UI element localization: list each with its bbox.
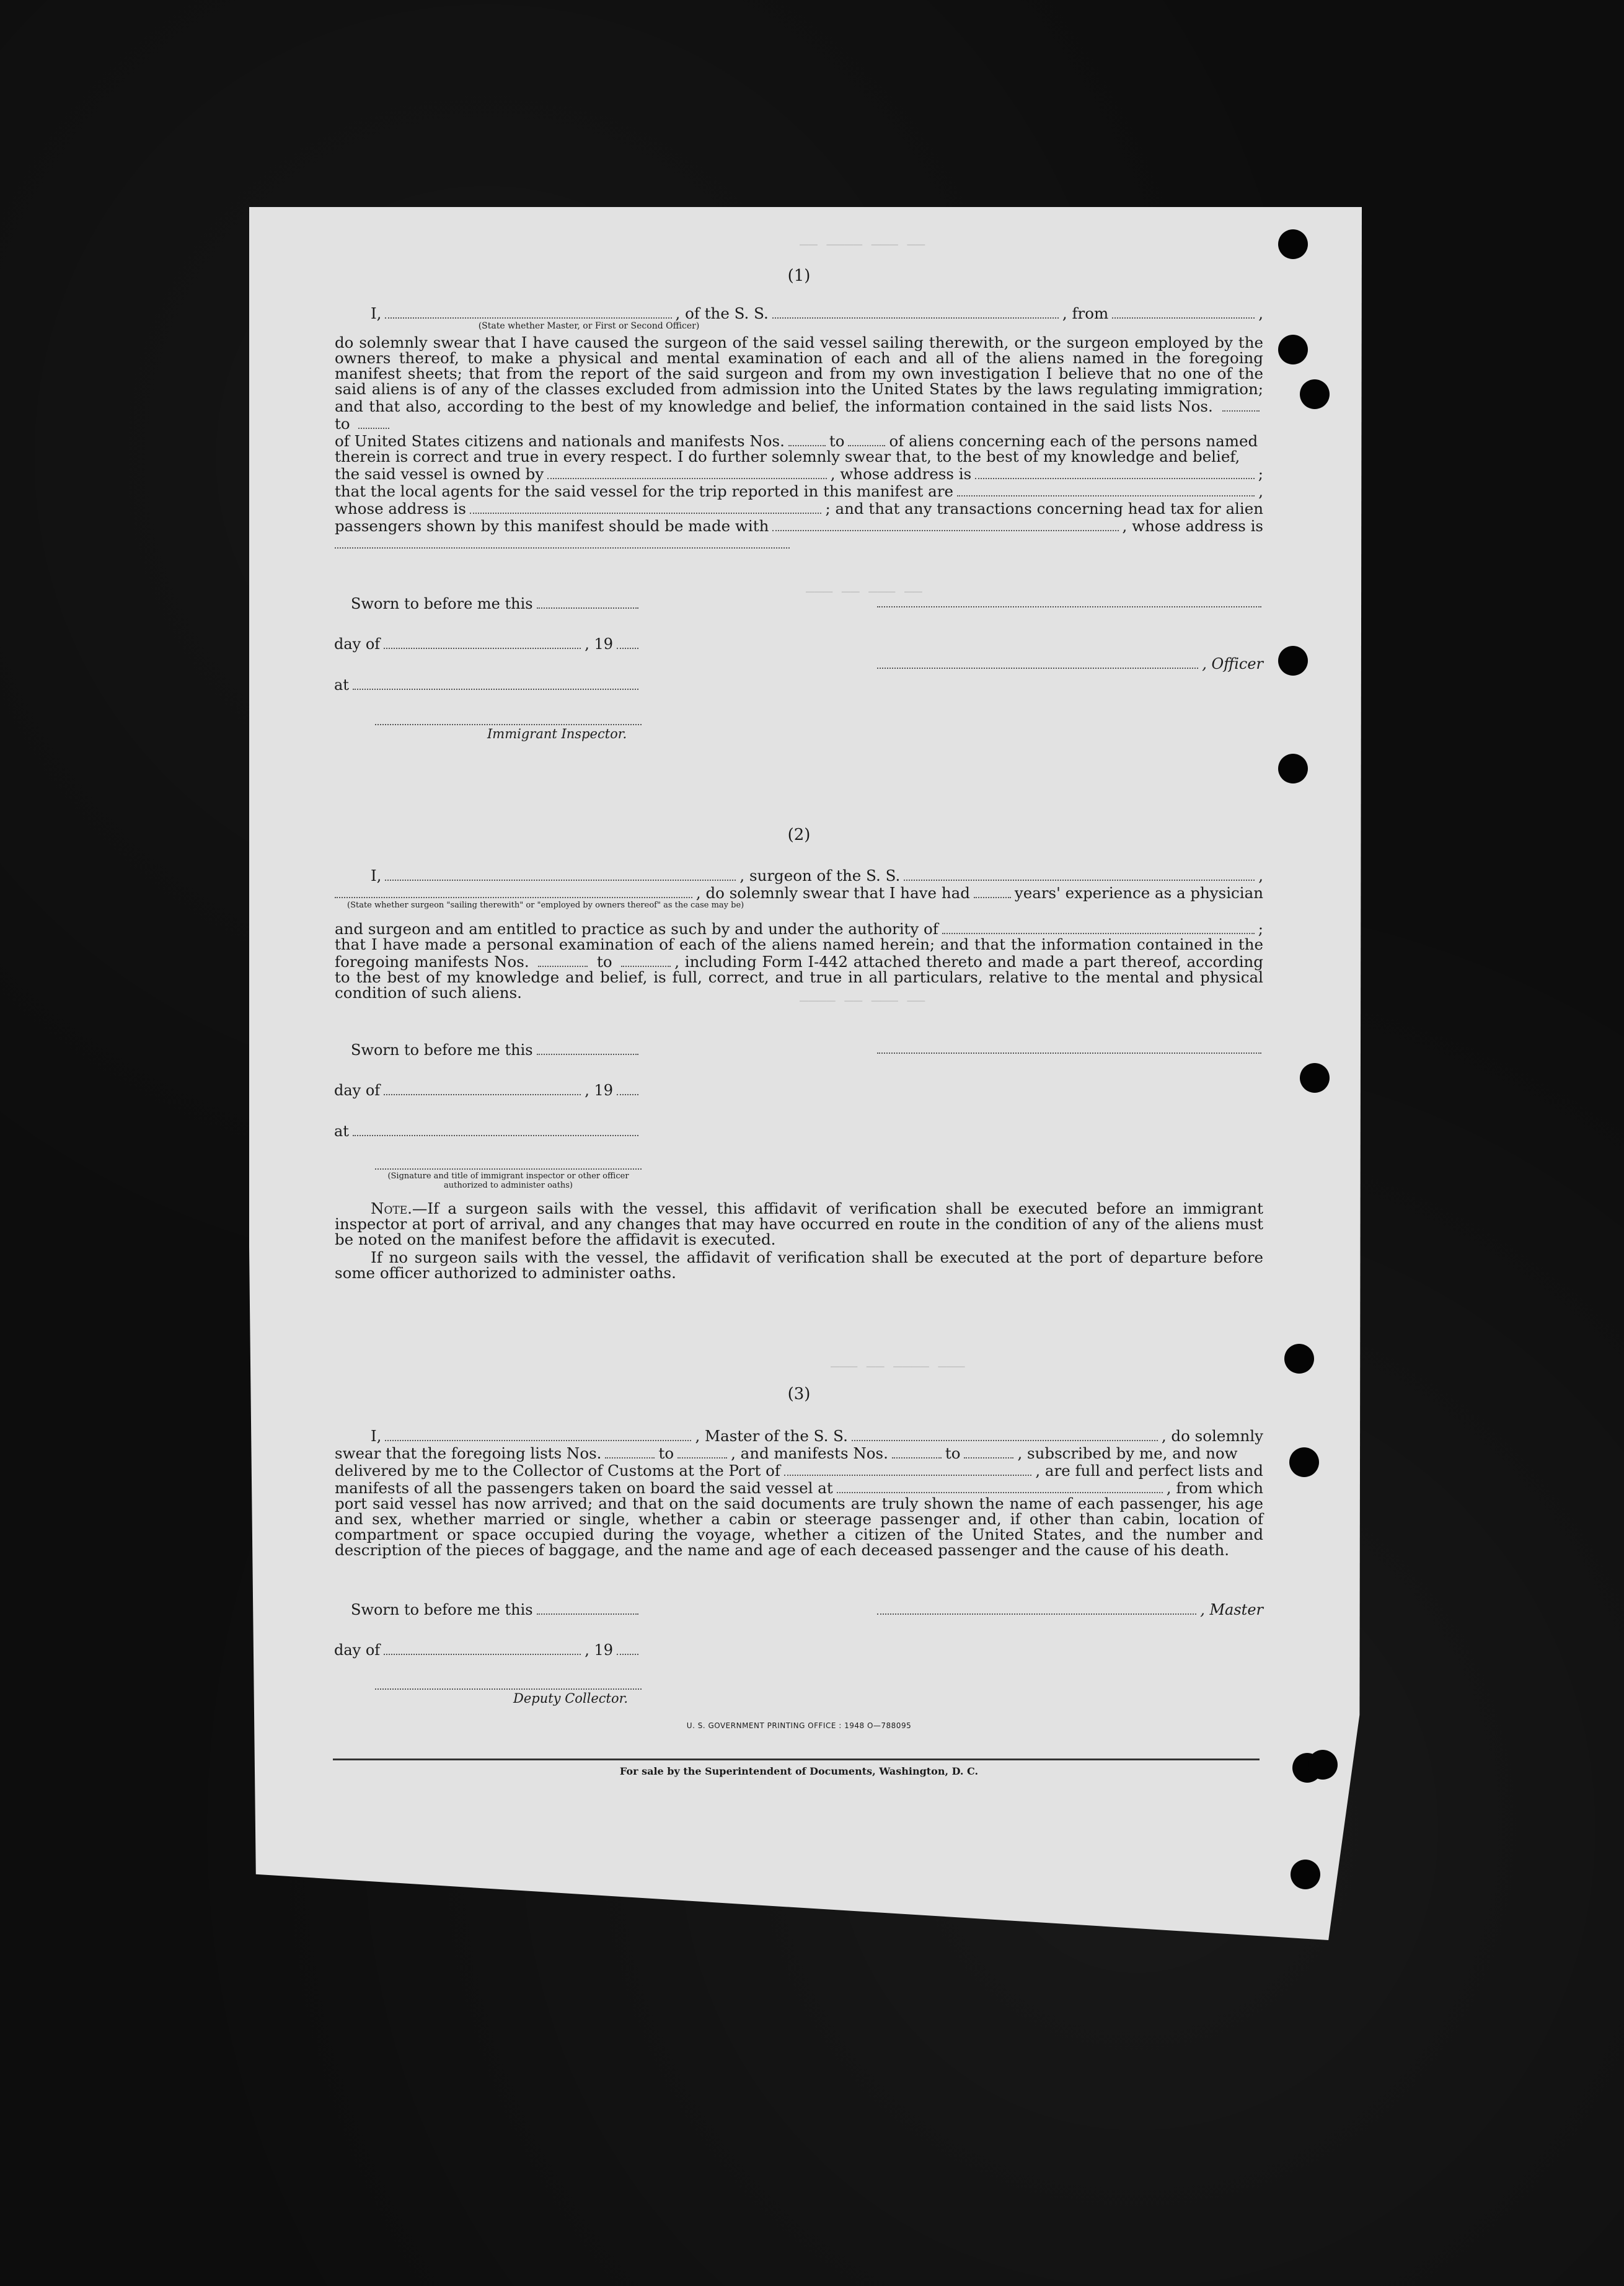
punch-hole — [1278, 229, 1308, 259]
section-3-body: port said vessel has now arrived; and that on the said documents are truly shown the name of each passenger, his age and sex, whether married or single, whether a cabin or steerage passenger and, if other than cabin, location of compartment or space occupied during the voyage, whether a citizen of the United States, and the number and description of the pieces of baggage, and the name and age of each deceased passenger and the cause of his death. — [335, 1494, 1263, 1560]
authority-field[interactable] — [942, 919, 1255, 934]
port-field[interactable] — [784, 1461, 1031, 1476]
officer-signature-line-2[interactable] — [877, 654, 1198, 669]
section-3-affidavit: I, , Master of the S. S. , do solemnly swear that the foregoing lists Nos. to , and manifests Nos. to , subscribed by me, and now delivered by me to the Collector of Customs at the Port of , are full and perfect lists and manifests of all the passengers taken on board the said vessel at , from which port said vessel has now arrived; and that on the said documents are truly shown the name of each passenger, his age and sex, whether married or single, whether a cabin or steerage passenger and, if other than cabin, location of compartment or space occupied during the voyage, whether a citizen of the United States, and the number and description of the pieces of baggage, and the name and age of each deceased passenger and the cause of his death. — [335, 1427, 1264, 1560]
sworn-day-field-1[interactable] — [537, 594, 638, 609]
official-signature-line[interactable] — [375, 1168, 642, 1170]
years-experience-field[interactable] — [974, 883, 1011, 898]
surgeon-vessel-field[interactable] — [904, 866, 1255, 881]
s3-manifests-to-field[interactable] — [964, 1444, 1013, 1459]
sworn-month-field-3[interactable] — [384, 1641, 581, 1656]
punch-hole — [1278, 646, 1308, 676]
punch-hole — [1278, 335, 1308, 364]
inspector-signature-line[interactable] — [375, 723, 642, 725]
from-port-field[interactable] — [1112, 304, 1255, 319]
punch-hole — [1300, 379, 1330, 409]
master-signature: , Master — [877, 1600, 1263, 1618]
signature-title-note: (Signature and title of immigrant inspector or other officer authorized to administer oaths) — [387, 1172, 629, 1190]
surgeon-signature-line[interactable] — [877, 1052, 1261, 1054]
head-tax-agent-field[interactable] — [772, 516, 1118, 531]
officer-signature-line-1[interactable] — [877, 606, 1261, 607]
section-2-jurat: Sworn to before me this day of , 19 at — [351, 1040, 642, 1140]
owner-field[interactable] — [547, 464, 827, 479]
local-agents-field[interactable] — [957, 482, 1255, 496]
section-1-body: do solemnly swear that I have caused the surgeon of the said vessel sailing therewith, or the surgeon employed by the owners thereof, to make a physical and mental examination of each and all of the aliens named in the foregoing manifest sheets; that from the report of the said surgeon and from my own investigation I believe that no one of the said aliens is of any of the classes excluded from admission into the United States by the laws regulating immigration; and that also, according to the best of my knowledge and belief, the information contained in the said lists Nos. to — [335, 333, 1263, 433]
embarkation-port-field[interactable] — [837, 1478, 1163, 1493]
agents-address-field[interactable] — [470, 499, 822, 514]
sale-notice: For sale by the Superintendent of Documents, Washington, D. C. — [619, 1765, 979, 1777]
punch-hole — [1308, 1750, 1338, 1780]
s3-manifests-from-field[interactable] — [892, 1444, 942, 1459]
sworn-year-field-3[interactable] — [617, 1641, 638, 1656]
sworn-place-field-2[interactable] — [353, 1121, 638, 1136]
section-2-number: (2) — [787, 826, 811, 844]
surgeon-status-field[interactable] — [335, 883, 692, 898]
punch-hole — [1284, 1344, 1314, 1374]
s2-manifests-from-field[interactable] — [538, 952, 588, 967]
section-2-body: that I have made a personal examination of each of the aliens named herein; and that the information contained in the foregoing manifests Nos. to , including Form I-442 attached thereto and made a part thereof, according to the best of my knowledge and belief, is full, correct, and true in all particulars, relative to the mental and physical condition of such aliens. — [335, 935, 1263, 1002]
officer-rank-field[interactable] — [385, 304, 671, 319]
punch-hole — [1278, 754, 1308, 783]
section-1-header-line: I, , of the S. S. , from , — [371, 304, 1264, 323]
section-3-number: (3) — [787, 1385, 811, 1403]
officer-signature: , Officer — [877, 654, 1263, 673]
punch-hole — [1300, 1063, 1330, 1093]
officer-rank-note: (State whether Master, or First or Second Officer) — [478, 321, 700, 332]
gpo-imprint: U. S. GOVERNMENT PRINTING OFFICE : 1948 O—788095 — [686, 1721, 912, 1730]
manifests-from-field[interactable] — [788, 431, 826, 446]
s2-manifests-to-field[interactable] — [621, 952, 671, 967]
lists-to-field[interactable] — [358, 414, 389, 429]
bleed-through: ———— —— ——— —— — [800, 992, 925, 1009]
surgeon-name-field[interactable] — [385, 866, 736, 881]
sworn-month-field-1[interactable] — [384, 635, 581, 650]
bleed-through: —— ———— ——— —— — [800, 236, 925, 253]
master-vessel-field[interactable] — [852, 1426, 1158, 1441]
sworn-year-field-1[interactable] — [617, 635, 638, 650]
section-3-jurat: Sworn to before me this day of , 19 — [351, 1600, 642, 1659]
master-signature-line[interactable] — [877, 1600, 1196, 1615]
deputy-title: Deputy Collector. — [513, 1691, 629, 1706]
vessel-name-field[interactable] — [772, 304, 1059, 319]
section-1-affidavit: I, , of the S. S. , from , (State whether Master, or First or Second Officer) do solemnly swear that I have caused the surgeon of the said vessel sailing therewith, or the surgeon employed by the owners thereof, to make a physical and mental examination of each and all of the aliens named in the foregoing manifest sheets; that from the report of the said surgeon and from my own investigation I believe that no one of the said aliens is of any of the classes excluded from admission into the United States by the laws regulating immigration; and that also, according to the best of my knowledge and belief, the information contained in the said lists Nos. to of United States citizens and nationals and manifests Nos. to of aliens concerning each of the persons named therein is correct and true in every respect. I do further solemnly swear that, to the best of my knowledge and belief, the said vessel is owned by , whose address is ; that the local agents for the said vessel for the trip reported in this manifest are , whose address is ; and that any transactions concerning head tax for alien passengers shown by this manifest should be made with , whose address is — [335, 304, 1263, 549]
punch-hole — [1291, 1860, 1320, 1889]
punch-hole — [1289, 1447, 1319, 1477]
sworn-day-field-3[interactable] — [537, 1600, 638, 1615]
head-tax-address-field[interactable] — [335, 534, 790, 549]
deputy-signature-line[interactable] — [375, 1688, 642, 1690]
lists-from-field[interactable] — [1222, 397, 1260, 412]
bleed-through: ——— —— ——— —— — [806, 583, 922, 600]
section-2-note: Note.—If a surgeon sails with the vessel, this affidavit of verification shall be executed before an immigrant inspector at port of arrival, and any changes that may have occurred en route in the condition of any of the aliens must be noted on the manifest before the affidavit is executed. If no surgeon sails with the vessel, the affidavit of verification shall be executed at the port of departure before some officer authorized to administer oaths. — [335, 1199, 1263, 1282]
s3-lists-to-field[interactable] — [677, 1444, 727, 1459]
bleed-through: ——— —— ———— ——— — [831, 1357, 965, 1375]
owner-address-field[interactable] — [975, 464, 1255, 479]
section-1-jurat: Sworn to before me this day of , 19 at — [351, 594, 642, 694]
section-2-affidavit: I, , surgeon of the S. S. , , do solemnly swear that I have had years' experience as a physician (State whether surgeon "sailing therewith" or "employed by owners thereof" as the case may be) and surgeon and am entitled to practice as such by and under the authority of ; that I have made a personal examination of each of the aliens named herein; and that the information contained in the foregoing manifests Nos. to , including Form I-442 attached thereto and made a part thereof, according to the best of my knowledge and belief, is full, correct, and true in all particulars, relative to the mental and physical condition of such aliens. — [335, 867, 1264, 1002]
inspector-title: Immigrant Inspector. — [487, 726, 627, 741]
footer-rule — [333, 1759, 1260, 1760]
sworn-month-field-2[interactable] — [384, 1081, 581, 1096]
s3-lists-from-field[interactable] — [605, 1444, 655, 1459]
surgeon-status-note: (State whether surgeon "sailing therewith" or "employed by owners thereof" as the case may be) — [347, 901, 744, 911]
manifests-to-field[interactable] — [848, 431, 885, 446]
sworn-day-field-2[interactable] — [537, 1040, 638, 1055]
sworn-place-field-1[interactable] — [353, 675, 638, 690]
section-1-number: (1) — [787, 267, 811, 285]
master-name-field[interactable] — [385, 1426, 691, 1441]
sworn-year-field-2[interactable] — [617, 1081, 638, 1096]
